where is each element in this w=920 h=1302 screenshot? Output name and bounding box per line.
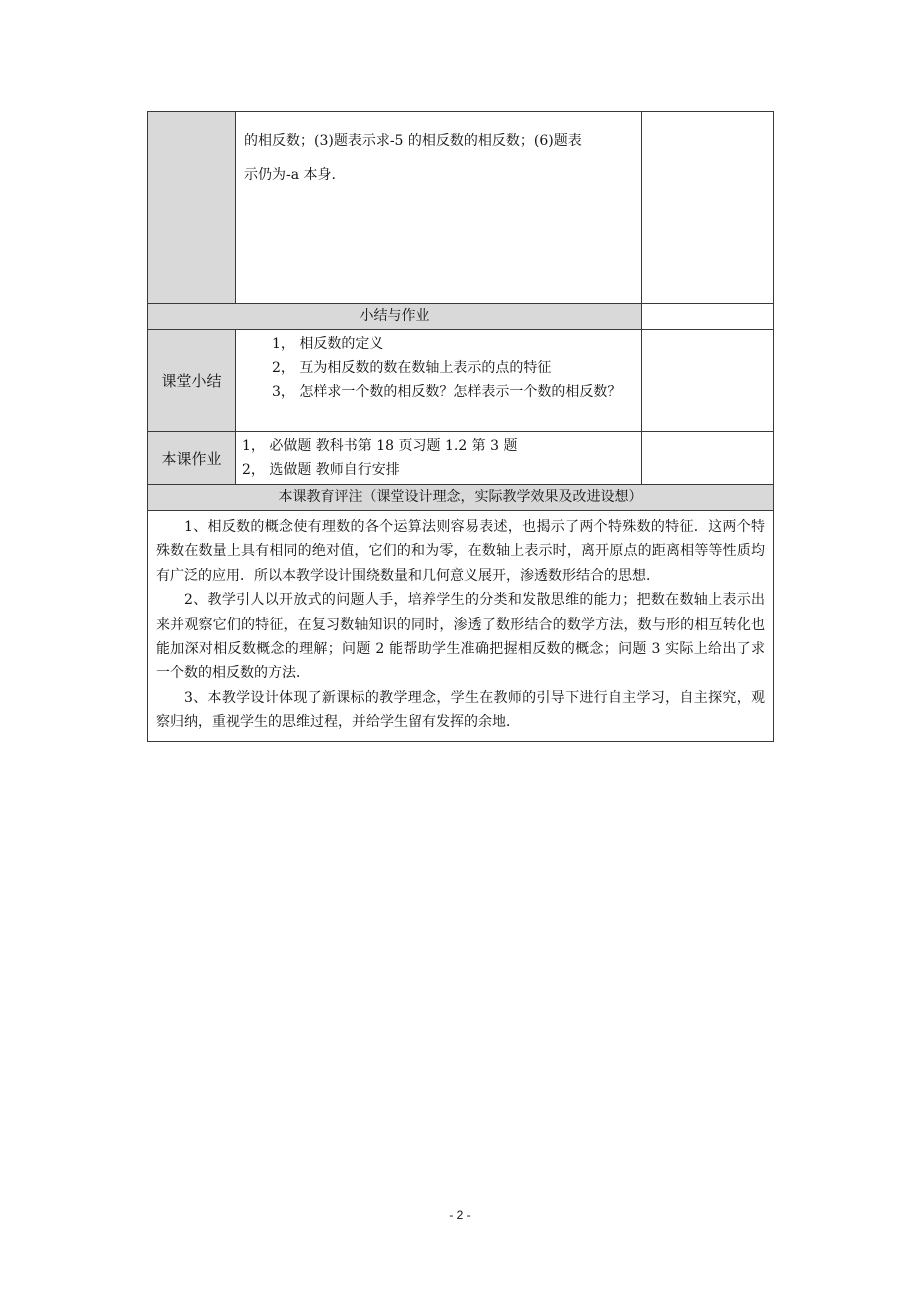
content-cell (236, 112, 642, 304)
summary-header-row (148, 304, 774, 330)
continuation-row (148, 112, 774, 304)
review-paragraph: 3、本教学设计体现了新课标的教学理念，学生在教师的引导下进行自主学习，自主探究，观察归纳，重视学生的思维过程，并给学生留有发挥的余地． (156, 689, 765, 731)
review-header-row (148, 485, 774, 511)
notes-cell (642, 304, 774, 330)
section-header: 本课教育评注（课堂设计理念，实际教学效果及改进设想） (148, 485, 774, 511)
review-body-row (148, 511, 774, 742)
review-paragraph: 1、相反数的概念使有理数的各个运算法则容易表述，也揭示了两个特殊数的特征．这两个特殊数在数量上具有相同的绝对值，它们的和为零，在数轴上表示时，离开原点的距离相等等性质均有广泛的应用．所以本教学设计围绕数量和几何意义展开，渗透数形结合的思想． (156, 519, 765, 584)
notes-cell (642, 432, 774, 485)
content-cell (236, 330, 642, 432)
review-paragraph: 2、教学引人以开放式的问题人手，培养学生的分类和发散思维的能力；把数在数轴上表示出来并观察它们的特征，在复习数轴知识的同时，渗透了数形结合的数学方法，数与形的相互转化也能加深对相反数概念的理解；问题 2 能帮助学生准确把握相反数的概念；问题 3 实际上给出了求一个数的相反数的方法． (156, 592, 765, 682)
section-header: 小结与作业 (148, 304, 642, 330)
row-label: 本课作业 (148, 432, 236, 485)
homework-row (148, 432, 774, 485)
content-cell (236, 432, 642, 485)
list-item: 2， 选做题 教师自行安排 (242, 462, 400, 478)
class-summary-row (148, 330, 774, 432)
notes-cell (642, 112, 774, 304)
lesson-plan-table (147, 111, 774, 742)
page-number: - 2 - (449, 1208, 471, 1222)
notes-cell (642, 330, 774, 432)
label-cell-empty (148, 112, 236, 304)
list-item: 1， 相反数的定义 (272, 336, 384, 352)
list-item: 1， 必做题 教科书第 18 页习题 1.2 第 3 题 (242, 438, 518, 454)
content-line: 的相反数；(3)题表示求-5 的相反数的相反数；(6)题表 (244, 133, 582, 149)
content-line: 示仍为-a 本身. (244, 167, 336, 183)
list-item: 2， 互为相反数的数在数轴上表示的点的特征 (272, 360, 552, 376)
row-label: 课堂小结 (148, 330, 236, 432)
review-cell (148, 511, 774, 742)
list-item: 3， 怎样求一个数的相反数？怎样表示一个数的相反数？ (272, 384, 622, 400)
summary-list (236, 330, 641, 406)
